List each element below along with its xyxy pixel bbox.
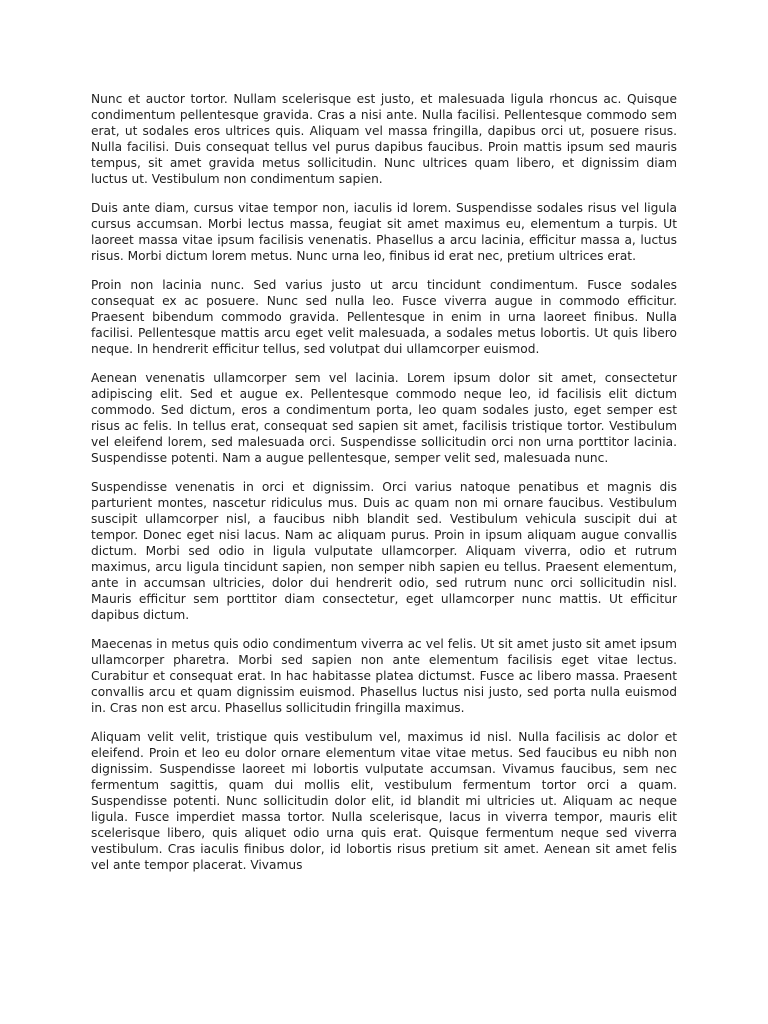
document-page xyxy=(91,91,677,926)
paragraph-2: Duis ante diam, cursus vitae tempor non, iaculis id lorem. Suspendisse sodales risus vel ligula cursus accumsan. Morbi lectus massa, feugiat sit amet maximus eu, elementum a turpis. Ut laoreet massa vitae ipsum facilisis venenatis. Phasellus a arcu lacinia, efficitur massa a, luctus risus. Morbi dictum lorem metus. Nunc urna leo, finibus id erat nec, pretium ultrices erat. xyxy=(91,201,677,263)
paragraph-4: Aenean venenatis ullamcorper sem vel lacinia. Lorem ipsum dolor sit amet, consectetur adipiscing elit. Sed et augue ex. Pellentesque commodo neque leo, id facilisis elit dictum commodo. Sed dictum, eros a condimentum porta, leo quam sodales justo, eget semper est risus ac felis. In tellus erat, consequat sed sapien sit amet, facilisis tristique tortor. Vestibulum vel eleifend lorem, sed malesuada orci. Suspendisse sollicitudin orci non urna porttitor lacinia. Suspendisse potenti. Nam a augue pellentesque, semper velit sed, malesuada nunc. xyxy=(91,371,677,465)
paragraph-3: Proin non lacinia nunc. Sed varius justo ut arcu tincidunt condimentum. Fusce sodales consequat ex ac posuere. Nunc sed nulla leo. Fusce viverra augue in commodo efficitur. Praesent bibendum commodo gravida. Pellentesque in enim in urna laoreet finibus. Nulla facilisi. Pellentesque mattis arcu eget velit malesuada, a sodales metus lobortis. Ut quis libero neque. In hendrerit efficitur tellus, sed volutpat dui ullamcorper euismod. xyxy=(91,278,677,356)
paragraph-5: Suspendisse venenatis in orci et dignissim. Orci varius natoque penatibus et magnis dis parturient montes, nascetur ridiculus mus. Duis ac quam non mi ornare faucibus. Vestibulum suscipit ullamcorper nisl, a faucibus nibh blandit sed. Vestibulum vehicula suscipit dui at tempor. Donec eget nisi lacus. Nam ac aliquam purus. Proin in ipsum aliquam augue convallis dictum. Morbi sed odio in ligula vulputate ullamcorper. Aliquam viverra, odio et rutrum maximus, arcu ligula tincidunt sapien, non semper nibh sapien eu tellus. Praesent elementum, ante in accumsan ultricies, dolor dui hendrerit odio, sed rutrum nunc orci sollicitudin nisl. Mauris efficitur sem porttitor diam consectetur, eget ullamcorper nunc mattis. Ut efficitur dapibus dictum. xyxy=(91,480,677,622)
paragraph-6: Maecenas in metus quis odio condimentum viverra ac vel felis. Ut sit amet justo sit amet ipsum ullamcorper pharetra. Morbi sed sapien non ante elementum facilisis eget vitae lectus. Curabitur et consequat erat. In hac habitasse platea dictumst. Fusce ac libero massa. Praesent convallis arcu et quam dignissim euismod. Phasellus luctus nisi justo, sed porta nulla euismod in. Cras non est arcu. Phasellus sollicitudin fringilla maximus. xyxy=(91,637,677,715)
paragraph-1: Nunc et auctor tortor. Nullam scelerisque est justo, et malesuada ligula rhoncus ac. Quisque condimentum pellentesque gravida. Cras a nisi ante. Nulla facilisi. Pellentesque commodo sem erat, ut sodales eros ultrices quis. Aliquam vel massa fringilla, dapibus orci ut, posuere risus. Nulla facilisi. Duis consequat tellus vel purus dapibus faucibus. Proin mattis ipsum sed mauris tempus, sit amet gravida metus sollicitudin. Nunc ultrices quam libero, et dignissim diam luctus ut. Vestibulum non condimentum sapien. xyxy=(91,92,677,186)
paragraph-7: Aliquam velit velit, tristique quis vestibulum vel, maximus id nisl. Nulla facilisis ac dolor et eleifend. Proin et leo eu dolor ornare elementum vitae vitae metus. Sed faucibus eu nibh non dignissim. Suspendisse laoreet mi lobortis vulputate accumsan. Vivamus faucibus, sem nec fermentum sagittis, quam dui mollis elit, vestibulum fermentum tortor orci a quam. Suspendisse potenti. Nunc sollicitudin dolor elit, id blandit mi ultricies ut. Aliquam ac neque ligula. Fusce imperdiet massa tortor. Nulla scelerisque, lacus in viverra tempor, mauris elit scelerisque libero, quis aliquet odio urna quis erat. Quisque fermentum neque sed viverra vestibulum. Cras iaculis finibus dolor, id lobortis risus pretium sit amet. Aenean sit amet felis vel ante tempor placerat. Vivamus xyxy=(91,730,677,872)
